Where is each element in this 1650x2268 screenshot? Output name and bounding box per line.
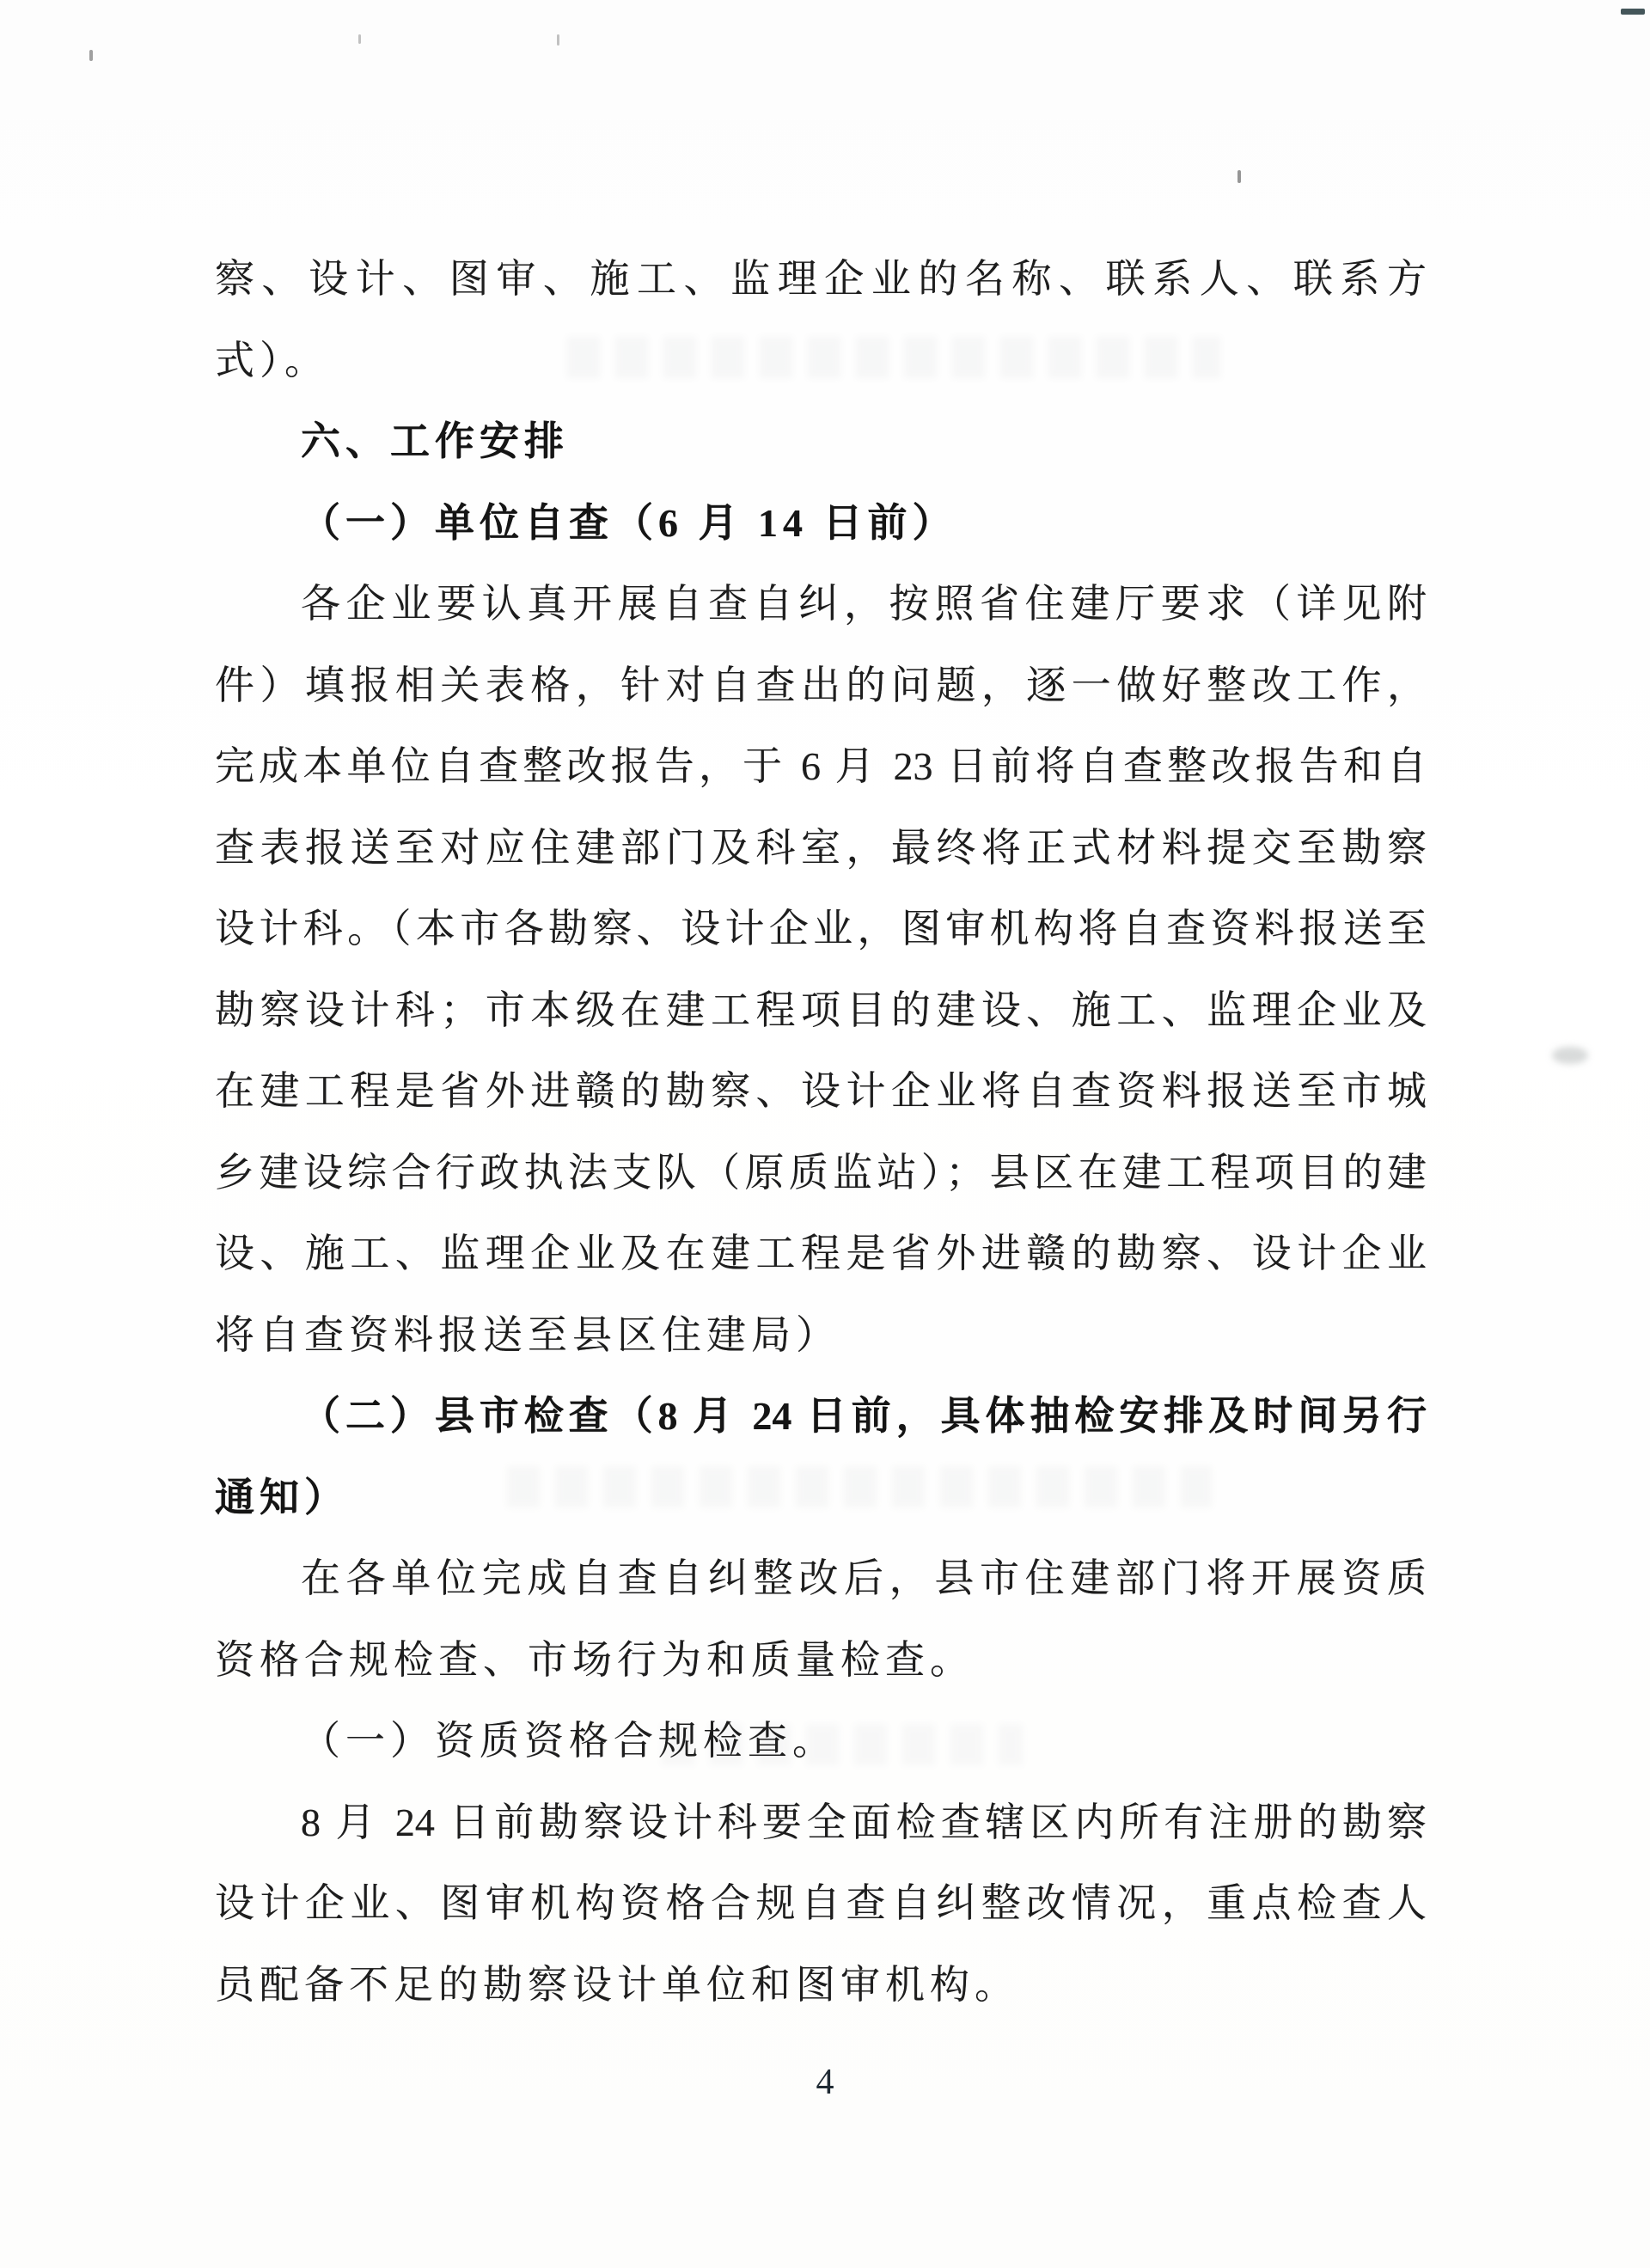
body-line: 设、施工、监理企业及在建工程是省外进赣的勘察、设计企业 bbox=[215, 1232, 1427, 1275]
scan-speck bbox=[358, 34, 361, 44]
heading-line: （一）单位自查（6 月 14 日前） bbox=[301, 500, 957, 545]
body-line: 设计科。（本市各勘察、设计企业，图审机构将自查资料报送至 bbox=[215, 907, 1427, 951]
document-text-block bbox=[215, 239, 1427, 2026]
scan-speck bbox=[1238, 170, 1241, 183]
body-line: 设计企业、图审机构资格合规自查自纠整改情况，重点检查人 bbox=[215, 1881, 1427, 1925]
body-line: 件）填报相关表格，针对自查出的问题，逐一做好整改工作， bbox=[215, 663, 1427, 707]
scan-speck bbox=[89, 50, 93, 61]
scan-speck bbox=[557, 34, 559, 46]
body-line: （一）资质资格合规检查。 bbox=[301, 1719, 837, 1763]
page-number: 4 bbox=[816, 2063, 834, 2102]
body-line: 完成本单位自查整改报告，于 6 月 23 日前将自查整改报告和自 bbox=[215, 744, 1427, 788]
body-line: 式）。 bbox=[215, 338, 329, 382]
scan-smudge bbox=[1552, 1047, 1588, 1064]
body-line: 资格合规检查、市场行为和质量检查。 bbox=[215, 1637, 975, 1682]
body-line: 在各单位完成自查自纠整改后，县市住建部门将开展资质 bbox=[301, 1556, 1427, 1600]
body-line: 乡建设综合行政执法支队（原质监站）；县区在建工程项目的建 bbox=[215, 1150, 1427, 1195]
body-line: 员配备不足的勘察设计单位和图审机构。 bbox=[215, 1962, 1019, 2007]
body-line: 勘察设计科；市本级在建工程项目的建设、施工、监理企业及 bbox=[215, 987, 1427, 1032]
heading-line: （二）县市检查（8 月 24 日前，具体抽检安排及时间另行 bbox=[301, 1394, 1427, 1438]
heading-line: 通知） bbox=[215, 1475, 349, 1519]
heading-line: 六、工作安排 bbox=[301, 419, 569, 463]
scan-speck bbox=[1621, 9, 1645, 15]
body-line: 将自查资料报送至县区住建局） bbox=[215, 1312, 840, 1357]
body-line: 查表报送至对应住建部门及科室，最终将正式材料提交至勘察 bbox=[215, 825, 1427, 870]
body-line: 察、设计、图审、施工、监理企业的名称、联系人、联系方 bbox=[215, 257, 1427, 301]
body-line: 在建工程是省外进赣的勘察、设计企业将自查资料报送至市城 bbox=[215, 1069, 1427, 1113]
body-line: 8 月 24 日前勘察设计科要全面检查辖区内所有注册的勘察 bbox=[301, 1800, 1427, 1844]
body-line: 各企业要认真开展自查自纠，按照省住建厅要求（详见附 bbox=[301, 582, 1427, 626]
